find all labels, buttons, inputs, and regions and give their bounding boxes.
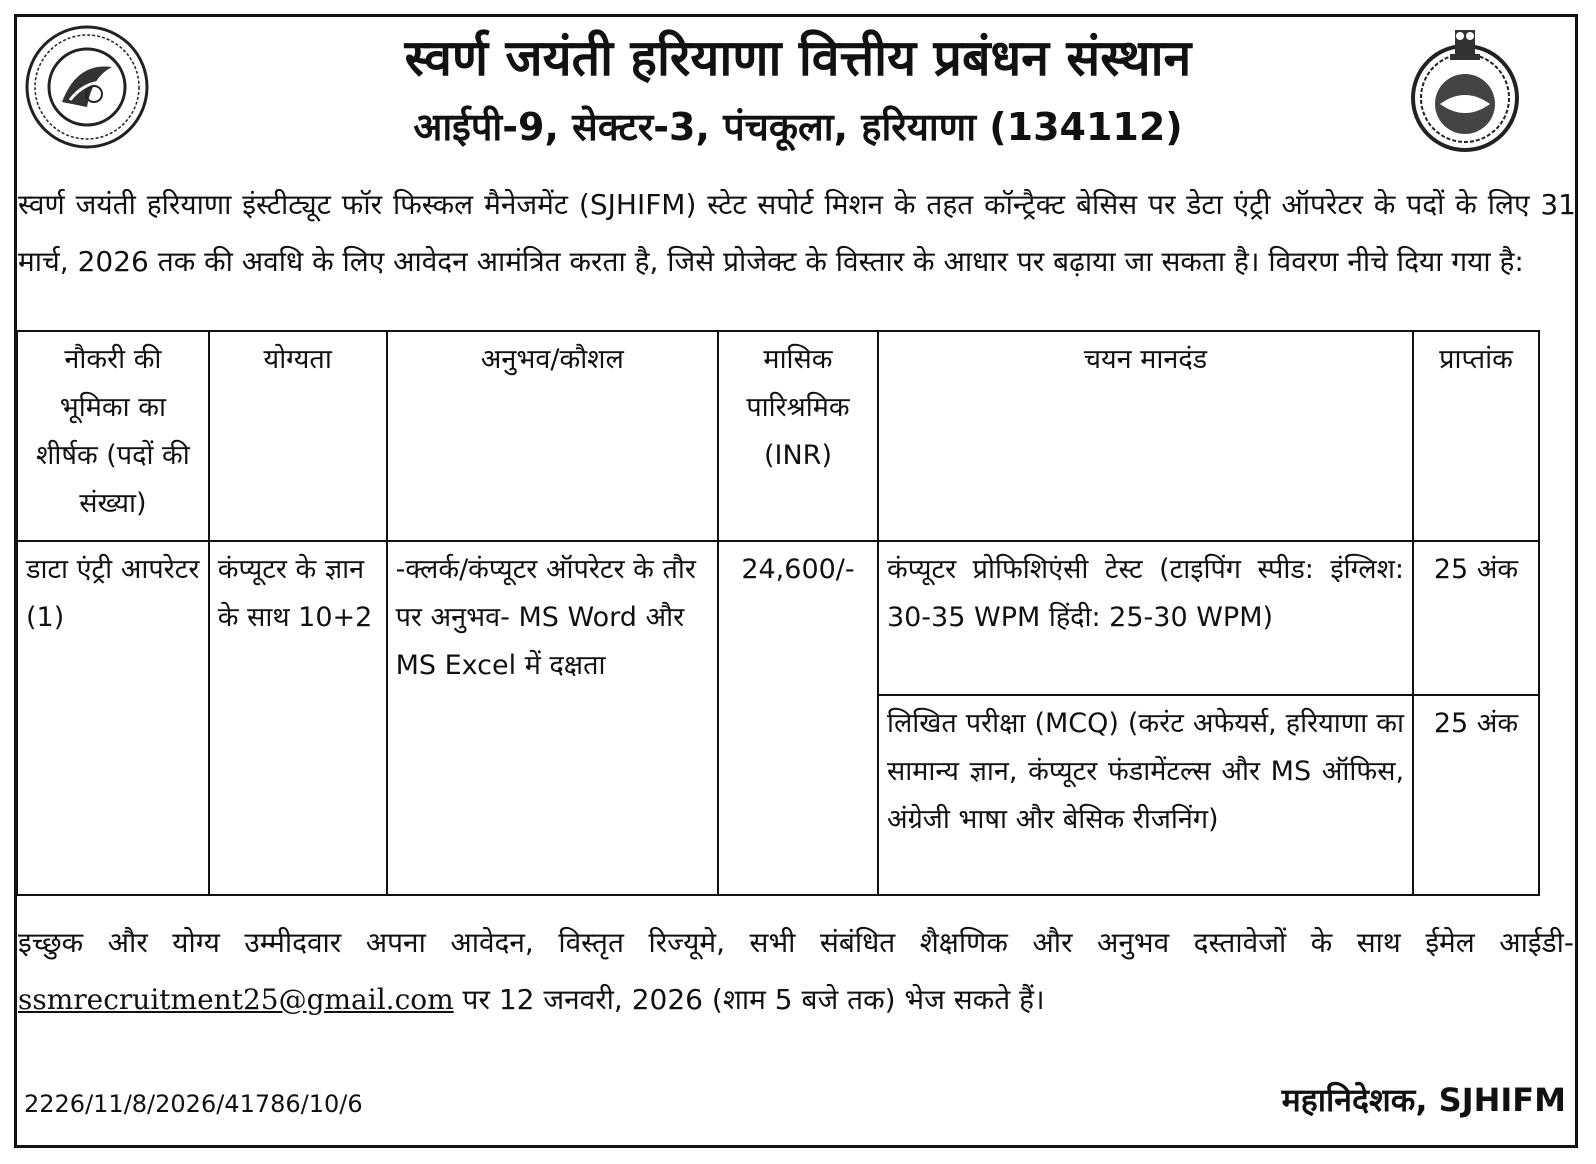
intro-paragraph: स्वर्ण जयंती हरियाणा इंस्टीट्यूट फॉर फिस्कल मैनेजमेंट (SJHIFM) स्टेट सपोर्ट मिशन के तहत कॉन्ट्रैक्ट बेसिस पर डेटा एंट्री ऑपरेटर के पदों के लिए 31 मार्च, 2026 तक की अवधि के लिए आवेदन आमंत्रित करता है, जिसे प्रोजेक्ट के विस्तार के आधार पर बढ़ाया जा सकता है। विवरण नीचे दिया गया है: bbox=[18, 188, 1576, 278]
cell-salary: 24,600/- bbox=[718, 541, 878, 895]
header-qualification: योग्यता bbox=[209, 331, 387, 541]
cell-experience: -क्लर्क/कंप्यूटर ऑपरेटर के तौर पर अनुभव- MS Word और MS Excel में दक्षता bbox=[387, 541, 718, 895]
cell-criteria-1: कंप्यूटर प्रोफिशिएंसी टेस्ट (टाइपिंग स्पीड: इंग्लिश: 30-35 WPM हिंदी: 25-30 WPM) bbox=[878, 541, 1413, 695]
header-criteria: चयन मानदंड bbox=[878, 331, 1413, 541]
cell-qualification: कंप्यूटर के ज्ञान के साथ 10+2 bbox=[209, 541, 387, 895]
job-details-table bbox=[16, 330, 1540, 896]
cell-marks-2: 25 अंक bbox=[1413, 695, 1539, 895]
header-experience: अनुभव/कौशल bbox=[387, 331, 718, 541]
header-role: नौकरी की भूमिका का शीर्षक (पदों की संख्या) bbox=[17, 331, 209, 541]
table-row bbox=[17, 541, 1539, 695]
institute-emblem-icon bbox=[22, 22, 152, 152]
signatory: महानिदेशक, SJHIFM bbox=[1281, 1081, 1566, 1119]
institute-title: स्वर्ण जयंती हरियाणा वित्तीय प्रबंधन संस्थान bbox=[404, 29, 1192, 87]
cell-role: डाटा एंट्री आपरेटर (1) bbox=[17, 541, 209, 895]
application-instructions bbox=[18, 914, 1574, 1028]
header-salary: मासिक पारिश्रमिक (INR) bbox=[718, 331, 878, 541]
table-header-row bbox=[17, 331, 1539, 541]
institute-address: आईपी-9, सेक्टर-3, पंचकूला, हरियाणा (134112) bbox=[413, 105, 1183, 149]
cell-criteria-2: लिखित परीक्षा (MCQ) (करंट अफेयर्स, हरियाणा का सामान्य ज्ञान, कंप्यूटर फंडामेंटल्स और MS ऑफिस, अंग्रेजी भाषा और बेसिक रीजनिंग) bbox=[878, 695, 1413, 895]
header-marks: प्राप्तांक bbox=[1413, 331, 1539, 541]
instructions-text-after: पर 12 जनवरी, 2026 (शाम 5 बजे तक) भेज सकते हैं। bbox=[453, 983, 1045, 1016]
email-link[interactable]: ssmrecruitment25@gmail.com bbox=[18, 983, 454, 1016]
cell-marks-1: 25 अंक bbox=[1413, 541, 1539, 695]
instructions-text-before: इच्छुक और योग्य उम्मीदवार अपना आवेदन, विस्तृत रिज्यूमे, सभी संबंधित शैक्षणिक और अनुभव दस्तावेजों के साथ ईमेल आईडी- bbox=[18, 926, 1574, 959]
reference-number: 2226/11/8/2026/41786/10/6 bbox=[24, 1090, 363, 1118]
